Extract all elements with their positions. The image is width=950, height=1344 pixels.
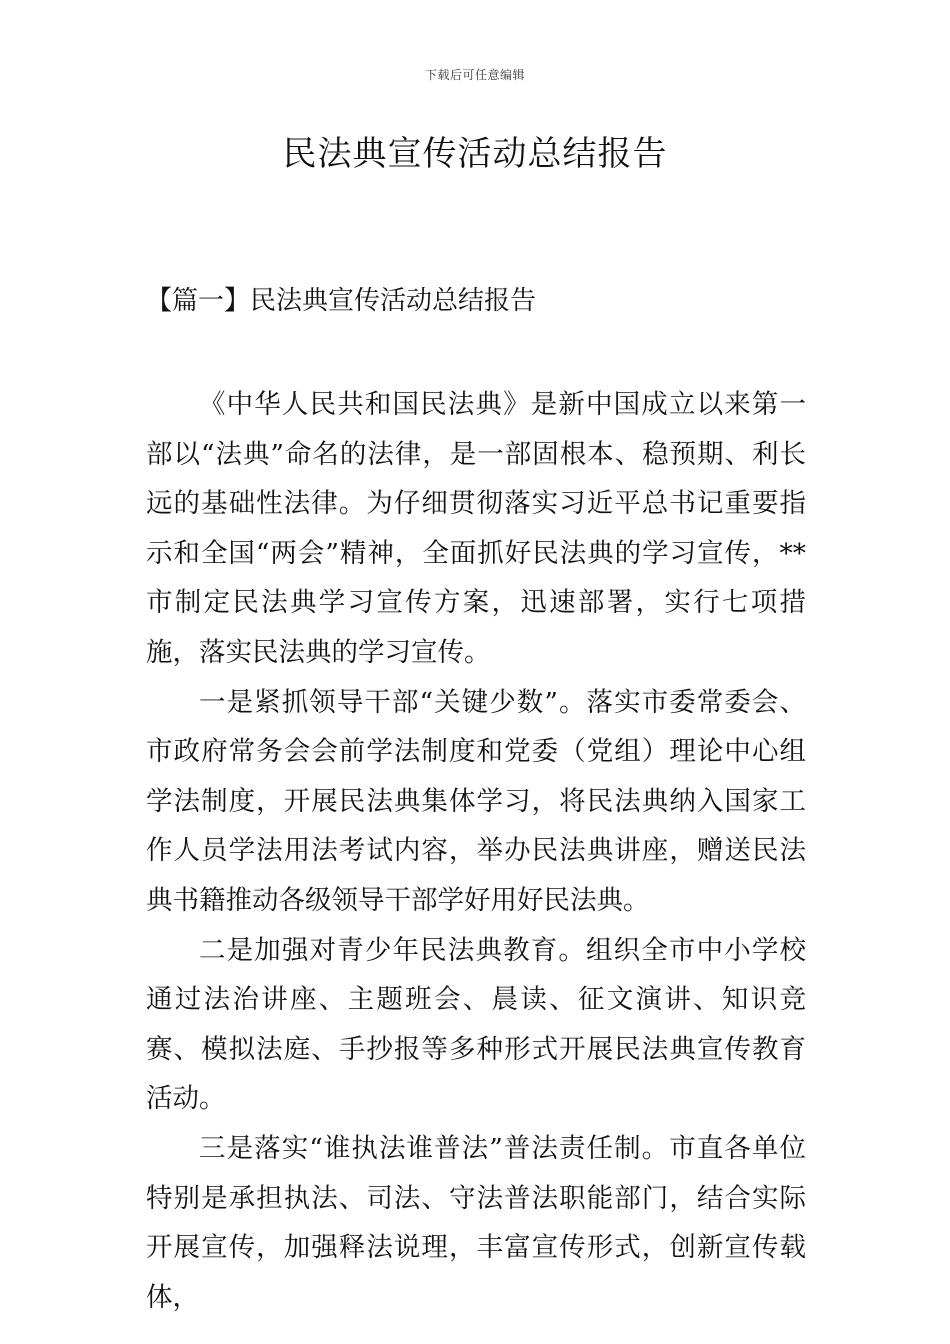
document-title: 民法典宣传活动总结报告 xyxy=(282,134,668,174)
paragraph-measure-3: 三是落实“谁执法谁普法”普法责任制。市直各单位特别是承担执法、司法、守法普法职能部门，结合实际开展宣传，加强释法说理，丰富宣传形式，创新宣传载体， xyxy=(146,1132,806,1313)
paragraph-measure-1: 一是紧抓领导干部“关键少数”。落实市委常委会、市政府常务会会前学法制度和党委（党组）理论中心组学法制度，开展民法典集体学习，将民法典纳入国家工作人员学法用法考试内容，举办民法典讲座，赠送民法典书籍推动各级领导干部学好用好民法典。 xyxy=(146,686,806,916)
paragraph-intro: 《中华人民共和国民法典》是新中国成立以来第一部以“法典”命名的法律，是一部固根本、稳预期、利长远的基础性法律。为仔细贯彻落实习近平总书记重要指示和全国“两会”精神，全面抓好民法典的学习宣传，**市制定民法典学习宣传方案，迅速部署，实行七项措施，落实民法典的学习宣传。 xyxy=(146,389,806,668)
section-heading: 【篇一】民法典宣传活动总结报告 xyxy=(146,286,537,316)
document-body xyxy=(146,380,806,1322)
paragraph-measure-2: 二是加强对青少年民法典教育。组织全市中小学校通过法治讲座、主题班会、晨读、征文演讲、知识竞赛、模拟法庭、手抄报等多种形式开展民法典宣传教育活动。 xyxy=(146,934,806,1115)
page-header-note: 下载后可任意编辑 xyxy=(424,68,525,82)
